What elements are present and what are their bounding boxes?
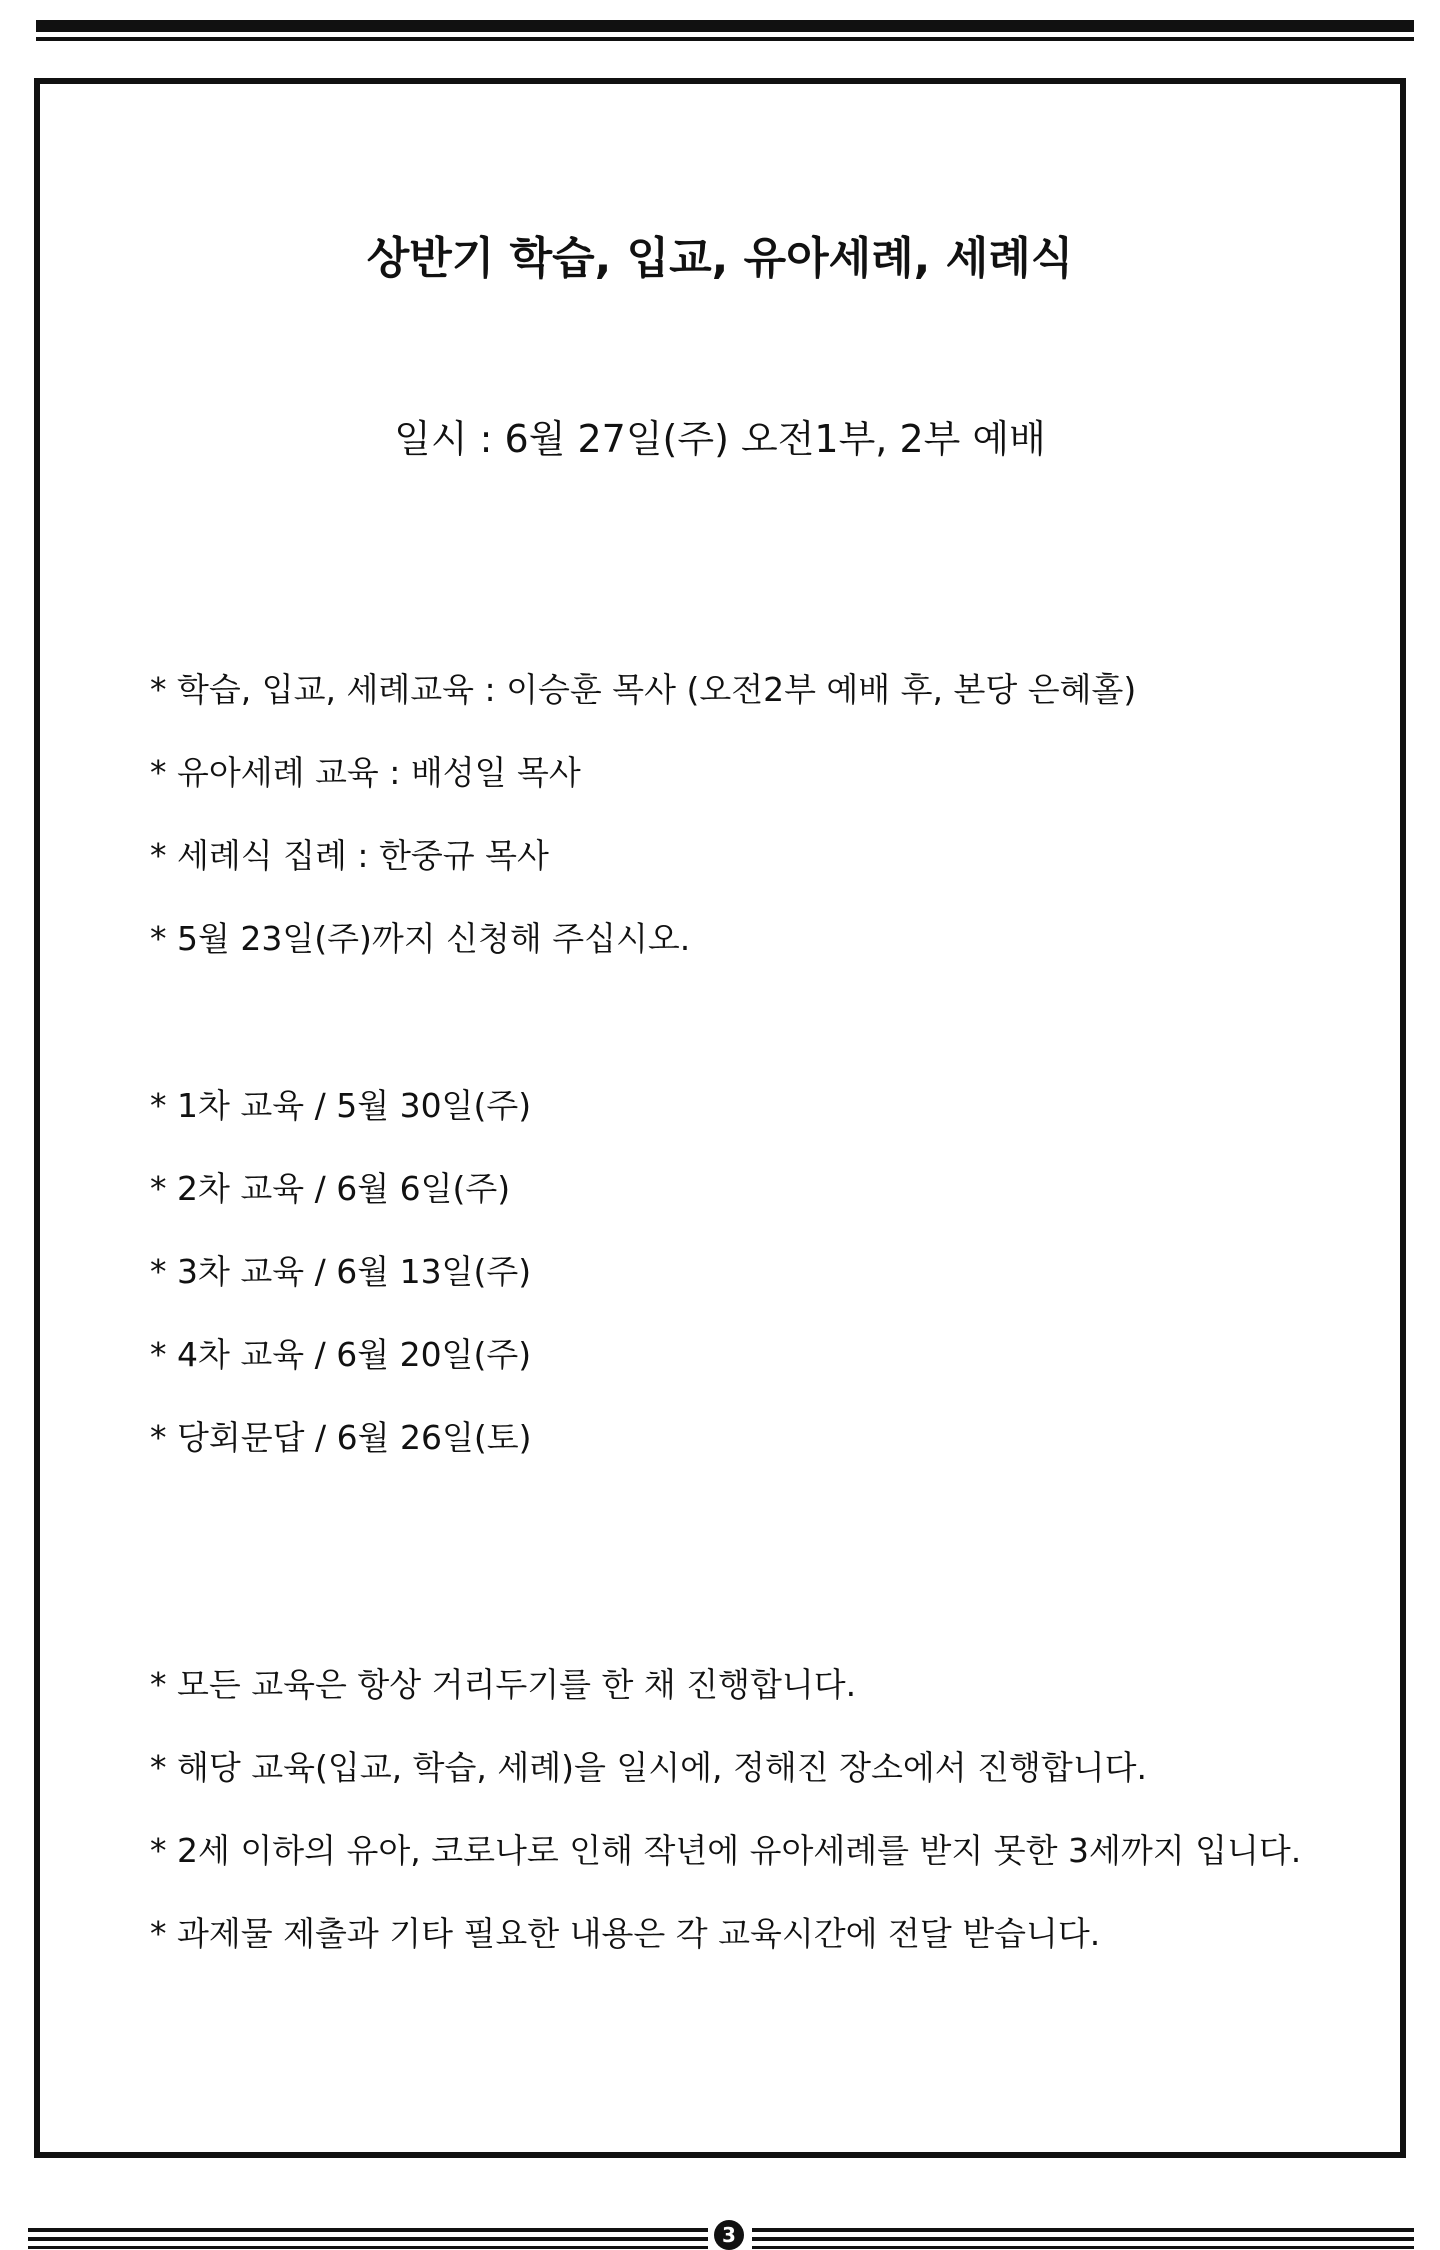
list-item: * 당회문답 / 6월 26일(토) bbox=[150, 1418, 532, 1457]
page-number: 3 bbox=[714, 2220, 744, 2250]
footer-rule-left bbox=[28, 2246, 708, 2249]
list-item: * 모든 교육은 항상 거리두기를 한 채 진행합니다. bbox=[150, 1665, 857, 1704]
list-item: * 3차 교육 / 6월 13일(주) bbox=[150, 1252, 532, 1291]
footer-rule-left bbox=[28, 2237, 708, 2241]
list-item: * 2세 이하의 유아, 코로나로 인해 작년에 유아세례를 받지 못한 3세까지 입니다. bbox=[150, 1831, 1302, 1870]
list-item: * 해당 교육(입교, 학습, 세례)을 일시에, 정해진 장소에서 진행합니다. bbox=[150, 1748, 1147, 1787]
footer-rule-left bbox=[28, 2228, 708, 2232]
date-line: 일시 : 6월 27일(주) 오전1부, 2부 예배 bbox=[394, 417, 1046, 461]
list-item: * 2차 교육 / 6월 6일(주) bbox=[150, 1169, 511, 1208]
top-rule-thick bbox=[36, 20, 1414, 32]
list-item: * 세례식 집례 : 한중규 목사 bbox=[150, 836, 549, 875]
footer-rule-right bbox=[752, 2237, 1414, 2241]
footer-rule-right bbox=[752, 2246, 1414, 2249]
page-title: 상반기 학습, 입교, 유아세례, 세례식 bbox=[366, 233, 1074, 284]
list-item: * 학습, 입교, 세례교육 : 이승훈 목사 (오전2부 예배 후, 본당 은혜홀) bbox=[150, 670, 1137, 709]
top-rule-thin bbox=[36, 37, 1414, 41]
list-item: * 4차 교육 / 6월 20일(주) bbox=[150, 1335, 532, 1374]
list-item: * 과제물 제출과 기타 필요한 내용은 각 교육시간에 전달 받습니다. bbox=[150, 1914, 1101, 1953]
list-item: * 1차 교육 / 5월 30일(주) bbox=[150, 1086, 532, 1125]
list-item: * 5월 23일(주)까지 신청해 주십시오. bbox=[150, 919, 691, 958]
list-item: * 유아세례 교육 : 배성일 목사 bbox=[150, 753, 581, 792]
footer-rule-right bbox=[752, 2228, 1414, 2232]
